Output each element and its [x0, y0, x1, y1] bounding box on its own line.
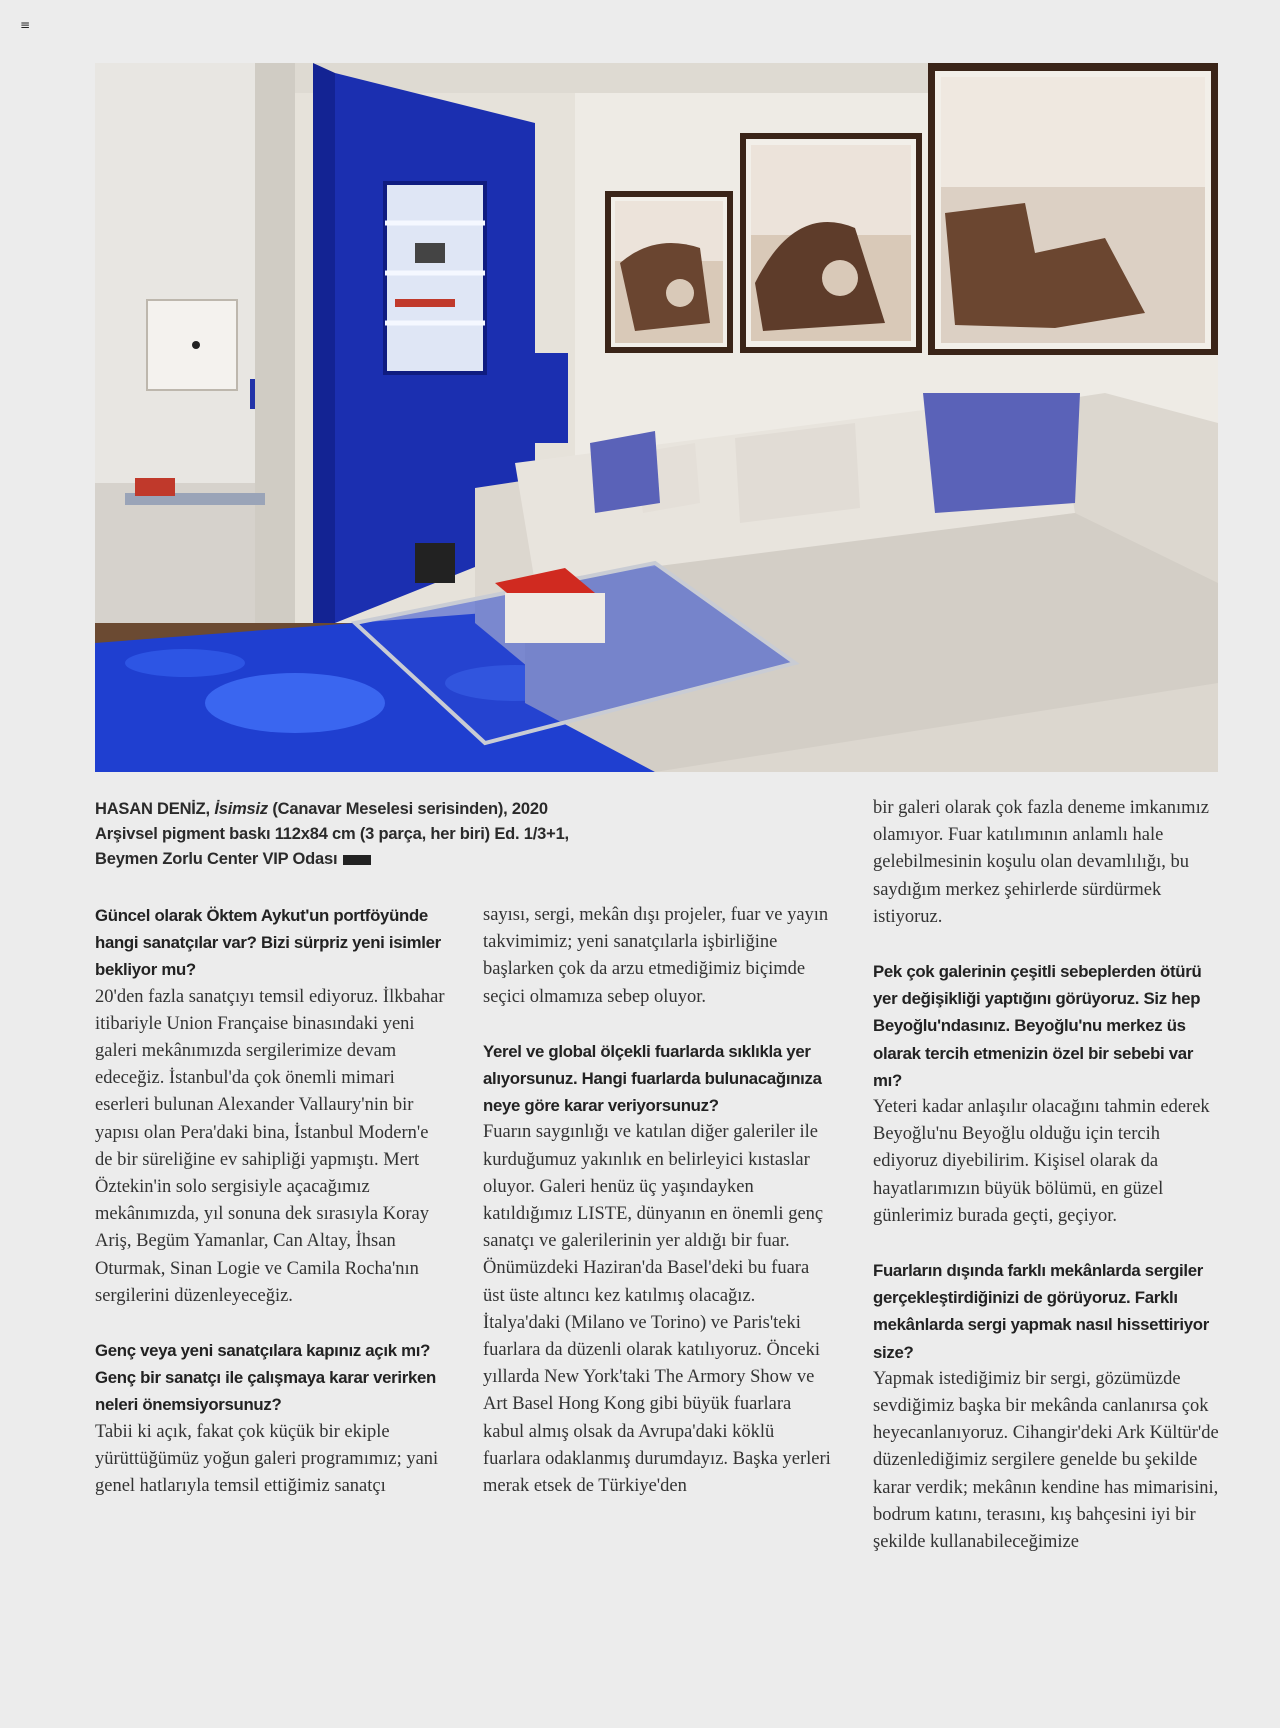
- interior-photo: [95, 63, 1218, 772]
- question-5: Fuarların dışında farklı mekânlarda sergiler gerçekleştirdiğinizi de görüyoruz. Farklı mekânlarda sergi yapmak nasıl hissettiriyor size?: [873, 1261, 1209, 1362]
- caption-series: (Canavar Meselesi serisinden), 2020: [272, 800, 548, 818]
- article-column-3: [873, 795, 1223, 1556]
- answer-2-part-1: Tabii ki açık, fakat çok küçük bir ekiple yürüttüğümüz yoğun galeri programımız; yani genel hatlarıyla temsil ettiğimiz sanatçı: [95, 1421, 439, 1497]
- caption-location: Beymen Zorlu Center VIP Odası: [95, 850, 338, 868]
- answer-1: 20'den fazla sanatçıyı temsil ediyoruz. İlkbahar itibariyle Union Française binasındaki yeni galeri mekânımızda sergilerimize devam edeceğiz. İstanbul'da çok önemli mimari eserleri bulunan Alexander Vallaury'nin bir yapısı olan Pera'daki bina, İstanbul Modern'e de bir süreliğine ev sahipliği yapmıştı. Mert Öztekin'in solo sergisiyle açacağımız mekânımızda, yıl sonuna dek sırasıyla Koray Ariş, Begüm Yamanlar, Can Altay, İhsan Oturmak, Sinan Logie ve Camila Rocha'nın sergilerini düzenleyeceğiz.: [95, 986, 445, 1306]
- answer-5: Yapmak istediğimiz bir sergi, gözümüzde sevdiğimiz başka bir mekânda canlanırsa çok heyecanlanıyoruz. Cihangir'deki Ark Kültür'de düzenlediğimiz sergilere genelde bu şekilde karar verdik; mekânın kendine has mimarisini, bodrum katını, terasını, kış bahçesini iyi bir şekilde kullanabileceğimize: [873, 1368, 1219, 1553]
- caption-artist: HASAN DENİZ,: [95, 800, 210, 818]
- answer-3-part-2: bir galeri olarak çok fazla deneme imkanımız olamıyor. Fuar katılımının anlamlı hale gelebilmesinin koşulu olan devamlılığı, bu saydığım merkez şehirlerde sürdürmek istiyoruz.: [873, 798, 1209, 927]
- caption-end-mark: [343, 855, 371, 865]
- answer-4: Yeteri kadar anlaşılır olacağını tahmin ederek Beyoğlu'nu Beyoğlu olduğu için tercih ediyoruz diyebilirim. Kişisel olarak da hayatlarımızın büyük bölümü, en güzel günlerimiz burada geçti, geçiyor.: [873, 1097, 1210, 1226]
- photo-illustration: [95, 63, 1218, 772]
- question-3: Yerel ve global ölçekli fuarlarda sıklıkla yer alıyorsunuz. Hangi fuarlarda bulunacağınıza neye göre karar veriyorsunuz?: [483, 1041, 822, 1116]
- question-2: Genç veya yeni sanatçılara kapınız açık mı? Genç bir sanatçı ile çalışmaya karar verirken neleri önemsiyorsunuz?: [95, 1341, 436, 1415]
- article-column-1: [95, 902, 445, 1500]
- article-column-2: [483, 902, 833, 1500]
- caption-line-3: [95, 847, 655, 872]
- answer-3-part-1: Fuarın saygınlığı ve katılan diğer galeriler ile kurduğumuz yakınlık en belirleyici kıstaslar oluyor. Galeri henüz üç yaşındayken katıldığımız LISTE, dünyanın en önemli genç sanatçı ve galerilerinin yer aldığı bir fuar. Önümüzdeki Haziran'da Basel'deki bu fuara üst üste altıncı kez katılmış olacağız. İtalya'daki (Milano ve Torino) ve Paris'teki fuarlara da düzenli olarak katılıyoruz. Önceki yıllarda New York'taki The Armory Show ve Art Basel Hong Kong gibi büyük fuarlara kabul almış olsak da Avrupa'daki köklü fuarlara odaklanmış durumdayız. Başka yerleri merak etsek de Türkiye'den: [483, 1122, 831, 1497]
- question-1: Güncel olarak Öktem Aykut'un portföyünde hangi sanatçılar var? Bizi sürpriz yeni isimler bekliyor mu?: [95, 906, 441, 980]
- caption-line-1: [95, 797, 655, 822]
- menu-icon[interactable]: ≡: [20, 18, 31, 32]
- caption-line-2: Arşivsel pigment baskı 112x84 cm (3 parça, her biri) Ed. 1/3+1,: [95, 825, 569, 843]
- answer-2-part-2: sayısı, sergi, mekân dışı projeler, fuar ve yayın takvimimiz; yeni sanatçılarla işbirliğine başlarken çok da arzu etmediğimiz biçimde seçici olmamıza sebep oluyor.: [483, 905, 829, 1007]
- photo-caption: [95, 797, 655, 872]
- question-4: Pek çok galerinin çeşitli sebeplerden ötürü yer değişikliği yaptığını görüyoruz. Siz hep Beyoğlu'ndasınız. Beyoğlu'nu merkez üs olarak tercih etmenizin özel bir sebebi var mı?: [873, 962, 1202, 1090]
- caption-title: İsimsiz: [214, 800, 268, 818]
